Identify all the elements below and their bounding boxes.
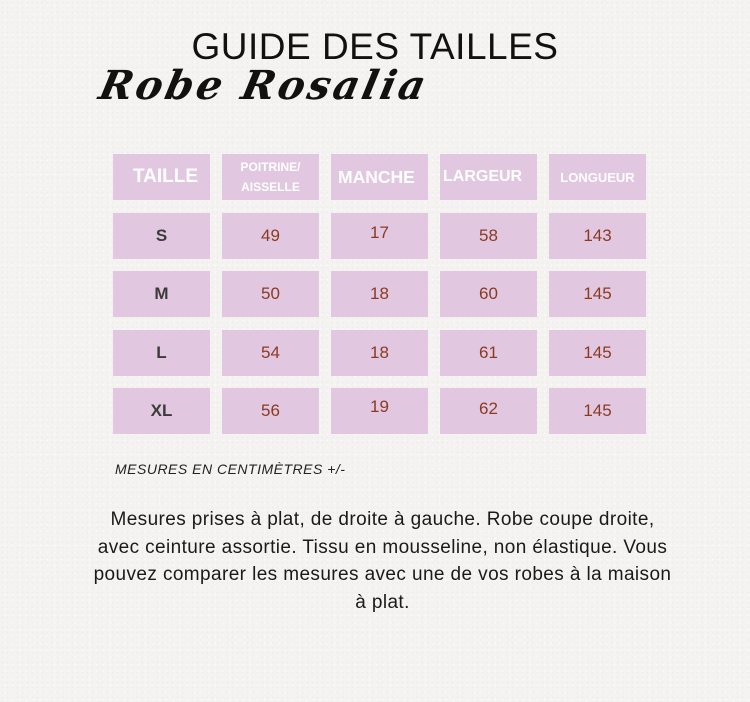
value-cell [549, 271, 646, 317]
value-cell [440, 271, 537, 317]
value-label: 17 [370, 223, 389, 242]
header-label: LARGEUR [443, 168, 523, 185]
description-paragraph: Mesures prises à plat, de droite à gauche. Robe coupe droite, avec ceinture assortie. Tissu en mousseline, non élastique. Vous pouvez comparer les mesures avec une de vos robes à la maison à plat. [93, 509, 672, 613]
size-label: S [155, 226, 168, 245]
value-cell [549, 330, 646, 376]
header-cell-manche [331, 154, 428, 200]
value-label: 54 [261, 343, 280, 362]
size-cell-l [113, 330, 210, 376]
value-cell [331, 330, 428, 376]
value-label: 145 [583, 401, 612, 420]
value-label: 143 [583, 226, 612, 245]
header-label: TAILLE [132, 166, 199, 187]
size-cell-s [113, 213, 210, 259]
page-title: GUIDE DES TAILLES [191, 26, 559, 67]
value-label: 19 [370, 397, 389, 416]
value-label: 58 [479, 226, 498, 245]
header-cell-poitrine [222, 154, 319, 200]
size-label: L [156, 343, 167, 362]
size-label: M [154, 284, 169, 303]
value-cell [222, 213, 319, 259]
header-label: POITRINE/ AISSELLE [240, 160, 301, 194]
value-cell [222, 330, 319, 376]
value-label: 18 [370, 343, 389, 362]
size-label: XL [150, 401, 173, 420]
page-subtitle: Robe Rosalia [95, 62, 433, 109]
value-label: 145 [583, 343, 612, 362]
value-cell [331, 271, 428, 317]
value-label: 56 [261, 401, 280, 420]
value-cell [331, 388, 428, 434]
value-cell [440, 330, 537, 376]
header-cell-longueur [549, 154, 646, 200]
value-cell [222, 388, 319, 434]
measurement-note: MESURES EN CENTIMÈTRES +/- [115, 461, 346, 477]
value-label: 49 [261, 226, 280, 245]
value-label: 62 [479, 399, 498, 418]
value-cell [222, 271, 319, 317]
value-label: 50 [261, 284, 280, 303]
value-label: 60 [479, 284, 498, 303]
value-cell [549, 213, 646, 259]
value-cell [331, 213, 428, 259]
header-cell-taille [113, 154, 210, 200]
value-cell [440, 388, 537, 434]
header-label: LONGUEUR [560, 169, 635, 185]
value-label: 61 [479, 343, 498, 362]
size-cell-xl [113, 388, 210, 434]
size-cell-m [113, 271, 210, 317]
header-label: MANCHE [338, 166, 415, 187]
header-cell-largeur [440, 154, 537, 200]
value-label: 145 [583, 284, 612, 303]
value-label: 18 [370, 284, 389, 303]
value-cell [440, 213, 537, 259]
value-cell [549, 388, 646, 434]
